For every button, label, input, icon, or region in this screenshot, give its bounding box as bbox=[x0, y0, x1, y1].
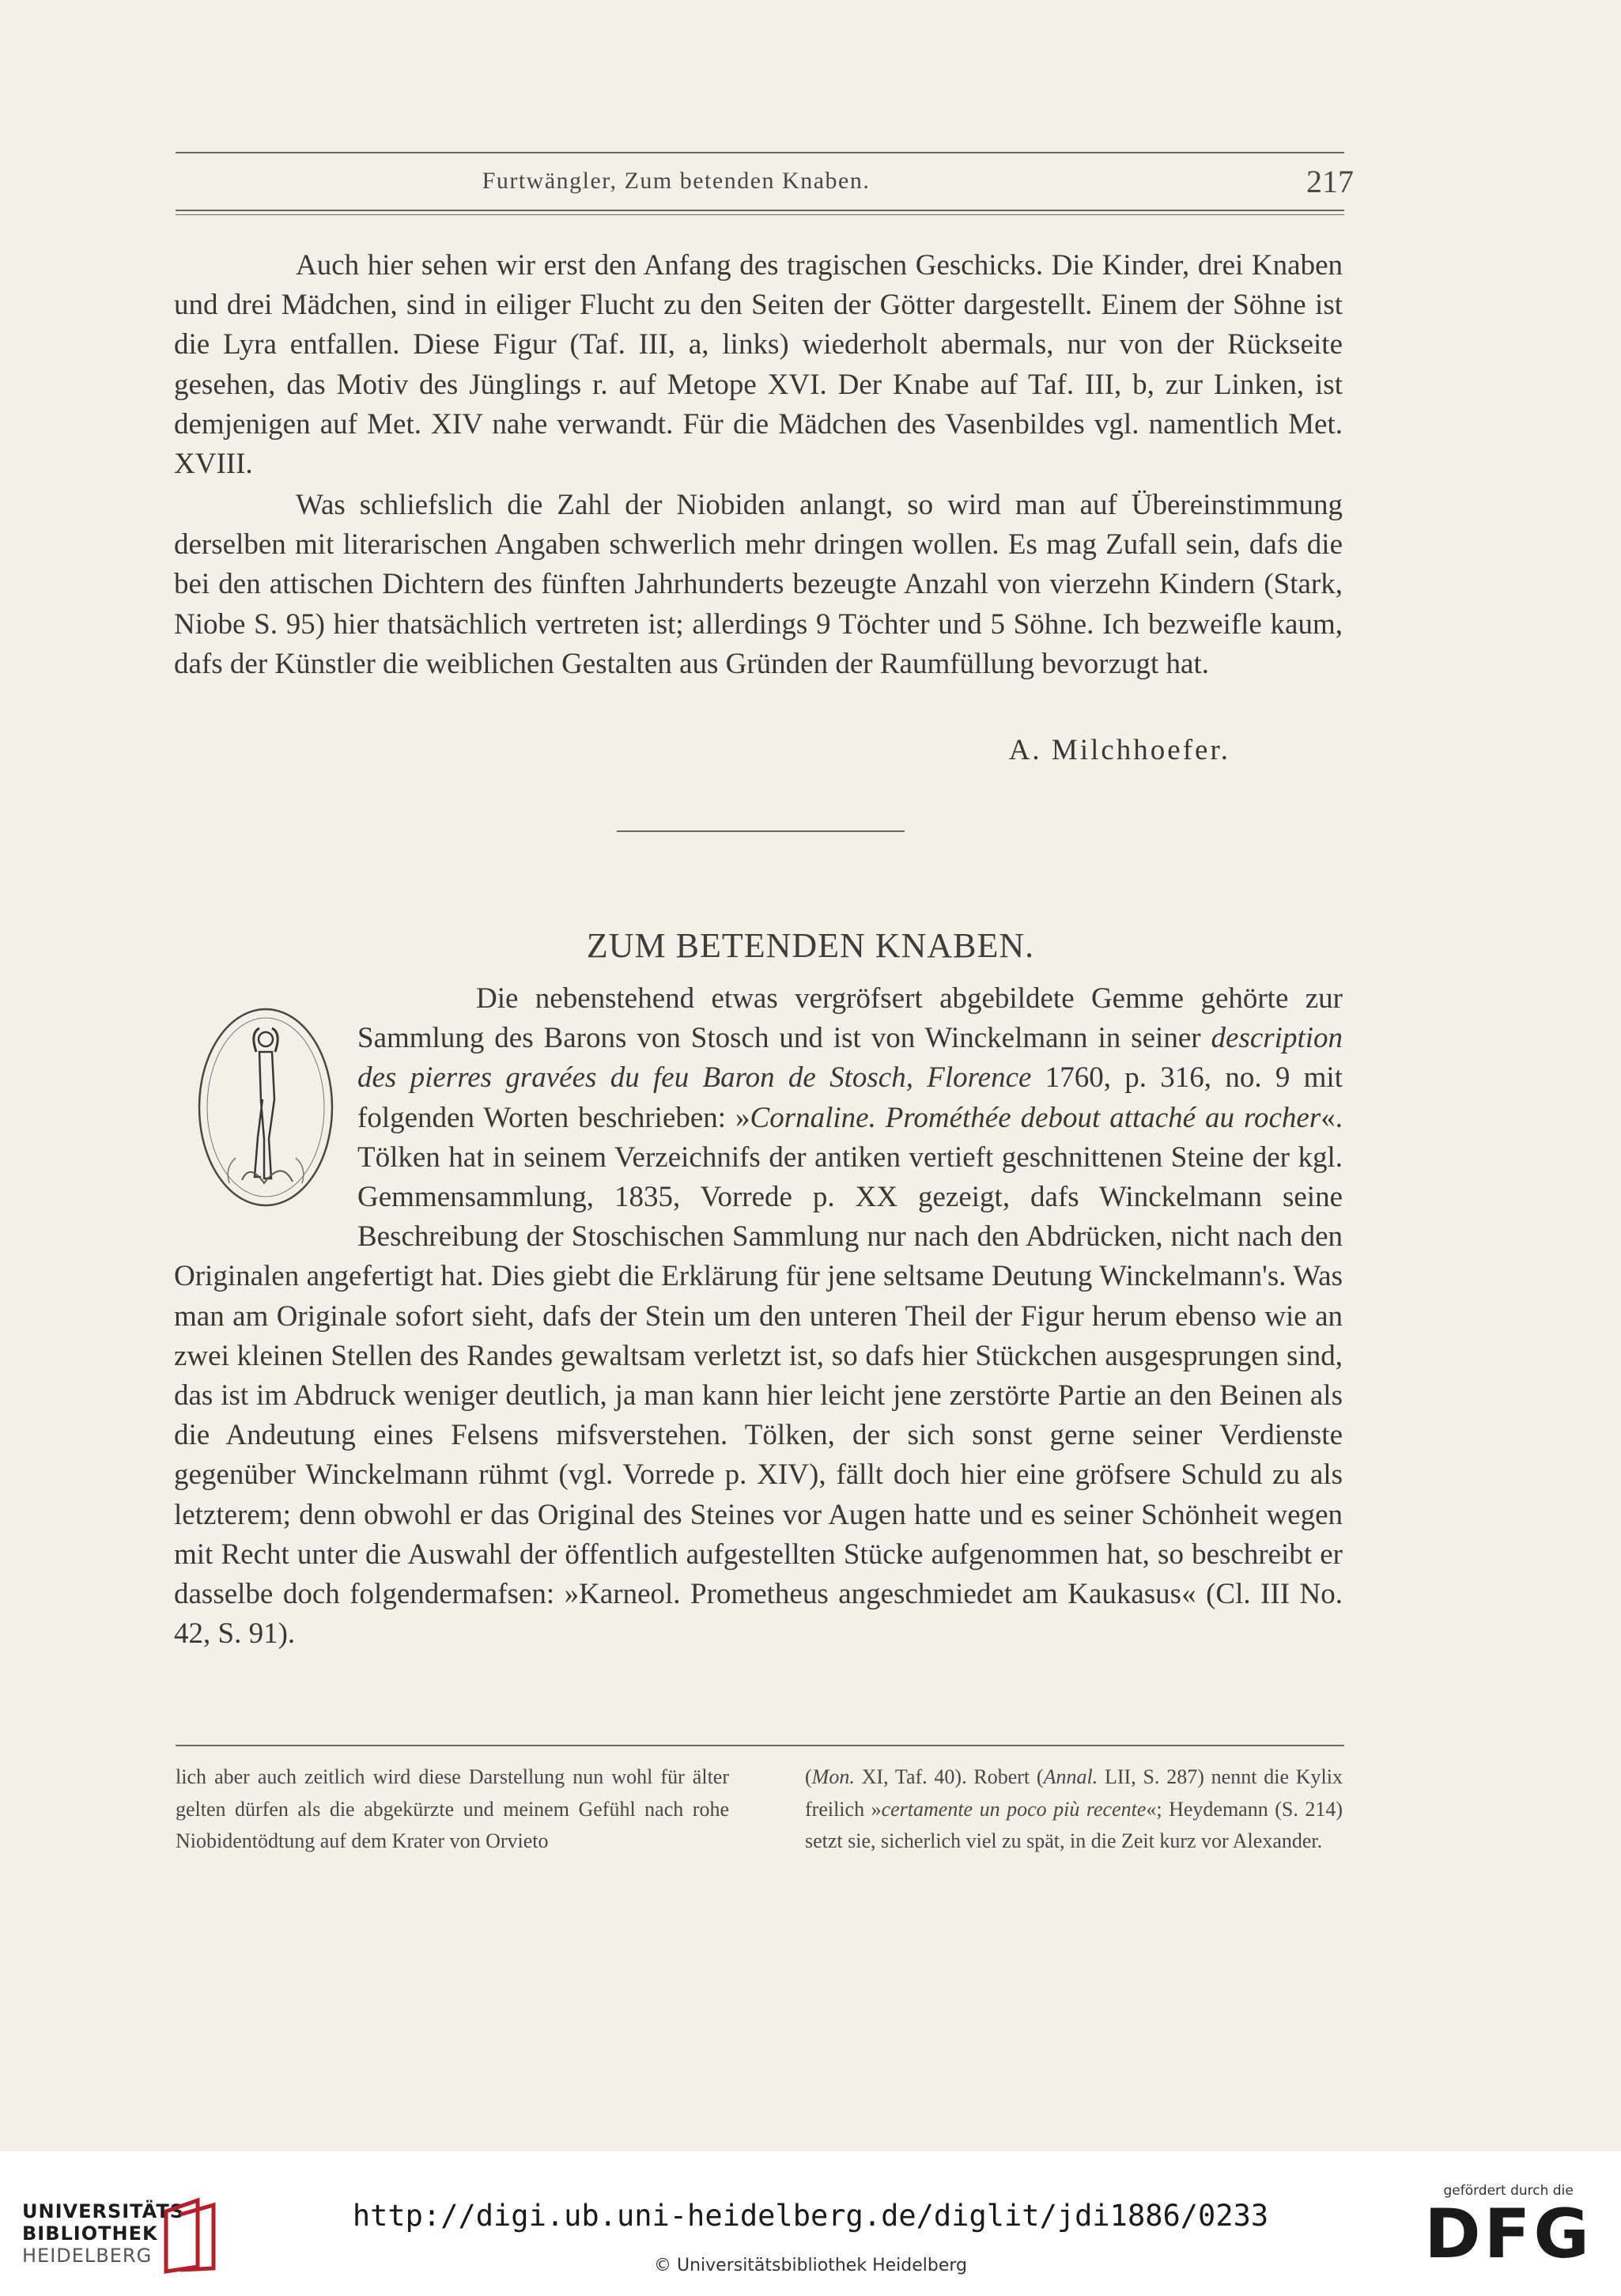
page-number: 217 bbox=[1306, 164, 1354, 199]
article2-intro: Die nebenstehend etwas vergröfsert abgebildete Gemme gehörte zur Sammlung des Barons von Stosch und ist von Winckelmann in seiner bbox=[357, 982, 1343, 1055]
header-rule-top bbox=[176, 152, 1344, 153]
footnote-right-column bbox=[805, 1761, 1343, 1858]
article1-paragraph-1: Auch hier sehen wir erst den Anfang des tragischen Geschicks. Die Kinder, drei Knaben und drei Mädchen, sind in eiliger Flucht zu den Seiten der Götter dargestellt. Einem der Söhne ist die Lyra entfallen. Diese Figur (Taf. III, a, links) wiederholt abermals, nur von der Rückseite gesehen, das Motiv des Jünglings r. auf Metope XVI. Der Knabe auf Taf. III, b, zur Linken, ist demjenigen auf Met. XIV nahe verwandt. Für die Mädchen des Vasenbildes vgl. namentlich Met. XVIII. bbox=[174, 249, 1343, 481]
library-name-line-3: HEIDELBERG bbox=[22, 2245, 153, 2267]
footnote-text: ( bbox=[805, 1765, 812, 1788]
header-rule-bottom-2 bbox=[176, 214, 1344, 215]
footnote-text: «; Heydemann (S. 214) setzt sie, sicherlich viel zu spät, in die Zeit kurz vor Alexander. bbox=[805, 1797, 1343, 1852]
gem-illustration-space bbox=[174, 979, 351, 1223]
footnote-text: XI, Taf. 40). Robert ( bbox=[854, 1765, 1044, 1788]
footnote-text: LII, S. 287) nennt die Kylix freilich » bbox=[805, 1765, 1343, 1821]
copyright-notice: © Universitätsbibliothek Heidelberg bbox=[653, 2256, 967, 2275]
footnote-left-column: lich aber auch zeitlich wird diese Darstellung nun wohl für älter gelten dürfen als die abgekürzte und meinem Gefühl nach rohe Niobidentödtung auf dem Krater von Orvieto bbox=[176, 1765, 729, 1852]
footnote-rule bbox=[176, 1745, 1344, 1746]
library-name-line-1: UNIVERSITÄTS- bbox=[22, 2200, 194, 2222]
dfg-logo bbox=[1424, 2183, 1593, 2274]
dfg-wordmark: DFG bbox=[1424, 2195, 1593, 2274]
footnote-italic: Mon. bbox=[811, 1765, 855, 1788]
footnote-italic: certamente un poco più recente bbox=[881, 1797, 1147, 1821]
permalink-url[interactable]: http://digi.ub.uni-heidelberg.de/diglit/jdi1886/0233 bbox=[352, 2199, 1269, 2233]
section-divider bbox=[617, 830, 905, 832]
section-title: ZUM BETENDEN KNABEN. bbox=[586, 926, 1035, 965]
running-title: Furtwängler, Zum betenden Knaben. bbox=[482, 168, 871, 194]
article2-mid: 1760, p. 316, no. 9 mit folgenden Worten beschrieben: » bbox=[357, 1061, 1343, 1134]
library-name-line-2: BIBLIOTHEK bbox=[22, 2222, 158, 2245]
footnote-italic: Annal. bbox=[1043, 1765, 1098, 1788]
funded-by-label: gefördert durch die bbox=[1443, 2183, 1574, 2199]
digitization-footer bbox=[0, 2151, 1621, 2296]
winckelmann-quote: Cornaline. Prométhée debout attaché au rocher bbox=[750, 1101, 1321, 1134]
header-rule-bottom bbox=[176, 210, 1344, 211]
article2-paragraph bbox=[174, 979, 1343, 1654]
author-signature: A. Milchhoefer. bbox=[1008, 734, 1230, 766]
article2-rest: «. Tölken hat in seinem Verzeichnifs der antiken vertieft geschnittenen Steine der kgl. Gemmensammlung, 1835, Vorrede p. XX gezeigt, dafs Winckelmann seine Beschreibung der Stoschischen Sammlung nur nach den Abdrücken, nicht nach den Originalen angefertigt hat. Dies giebt die Erklärung für jene seltsame Deutung Winckelmann's. Was man am Originale sofort sieht, dafs der Stein um den unteren Theil der Figur herum ebenso wie an zwei kleinen Stellen des Randes gewaltsam verletzt ist, so dafs hier Stückchen ausgesprungen sind, das ist im Abdruck weniger deutlich, ja man kann hier leicht jene zerstörte Partie an den Beinen als die Andeutung eines Felsens mifsverstehen. Tölken, der sich sonst gerne seiner Verdienste gegenüber Winckelmann rühmt (vgl. Vorrede p. XIV), fällt doch hier eine gröfsere Schuld zu als letzterem; denn obwohl er das Original des Steines vor Augen hatte und es seiner Schönheit wegen mit Recht unter die Auswahl der öffentlich aufgestellten Stücke aufgenommen hat, so beschreibt er dasselbe doch folgendermafsen: »Karneol. Prometheus angeschmiedet am Kaukasus« (Cl. III No. 42, S. 91). bbox=[174, 1101, 1343, 1651]
article1-paragraph-2: Was schliefslich die Zahl der Niobiden anlangt, so wird man auf Übereinstimmung derselben mit literarischen Angaben schwerlich mehr dringen wollen. Es mag Zufall sein, dafs die bei den attischen Dichtern des fünften Jahrhunderts bezeugte Anzahl von vierzehn Kindern (Stark, Niobe S. 95) hier thatsächlich vertreten ist; allerdings 9 Töchter und 5 Söhne. Ich bezweifle kaum, dafs der Künstler die weiblichen Gestalten aus Gründen der Raumfüllung bevorzugt hat. bbox=[174, 489, 1343, 680]
citation-title: description des pierres gravées du feu Baron de Stosch, Florence bbox=[357, 1022, 1343, 1095]
